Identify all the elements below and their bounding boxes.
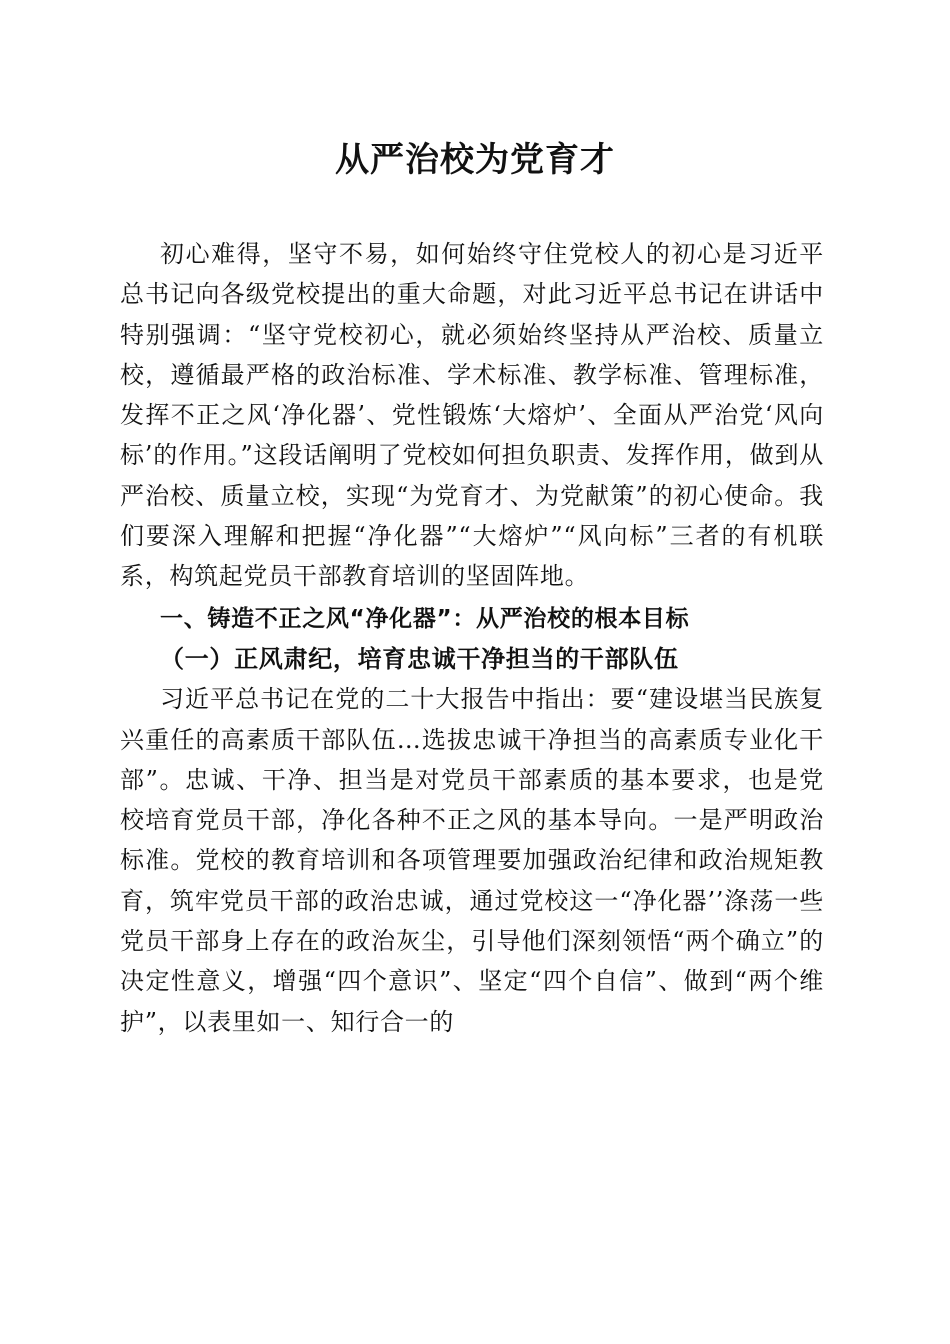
document-body: [120, 234, 824, 1042]
body-paragraph-2: 习近平总书记在党的二十大报告中指出：要“建设堪当民族复兴重任的高素质干部队伍…选拔忠诚干净担当的高素质专业化干部”。忠诚、干净、担当是对党员干部素质的基本要求，也是党校培育党员干部，净化各种不正之风的基本导向。一是严明政治标准。党校的教育培训和各项管理要加强政治纪律和政治规矩教育，筑牢党员干部的政治忠诚，通过党校这一“净化器’’涤荡一些党员干部身上存在的政治灰尘，引导他们深刻领悟“两个确立”的决定性意义，增强“四个意识”、坚定“四个自信”、做到“两个维护”，以表里如一、知行合一的: [120, 685, 824, 1036]
section-heading-1: 一、铸造不正之风“净化器”：从严治校的根本目标: [160, 605, 690, 632]
intro-paragraph: 初心难得，坚守不易，如何始终守住党校人的初心是习近平总书记向各级党校提出的重大命题，对此习近平总书记在讲话中特别强调：“坚守党校初心，就必须始终坚持从严治校、质量立校，遵循最严格的政治标准、学术标准、教学标准、管理标准，发挥不正之风‘净化器’、党性锻炼‘大熔炉’、全面从严治党‘风向标’的作用。”这段话阐明了党校如何担负职责、发挥作用，做到从严治校、质量立校，实现“为党育才、为党献策”的初心使命。我们要深入理解和把握“净化器”“大熔炉”“风向标”三者的有机联系，构筑起党员干部教育培训的坚固阵地。: [120, 240, 824, 591]
subsection-heading-1: （一）正风肃纪，培育忠诚干净担当的干部队伍: [160, 643, 679, 673]
document-title: 从严治校为党育才: [335, 140, 615, 180]
